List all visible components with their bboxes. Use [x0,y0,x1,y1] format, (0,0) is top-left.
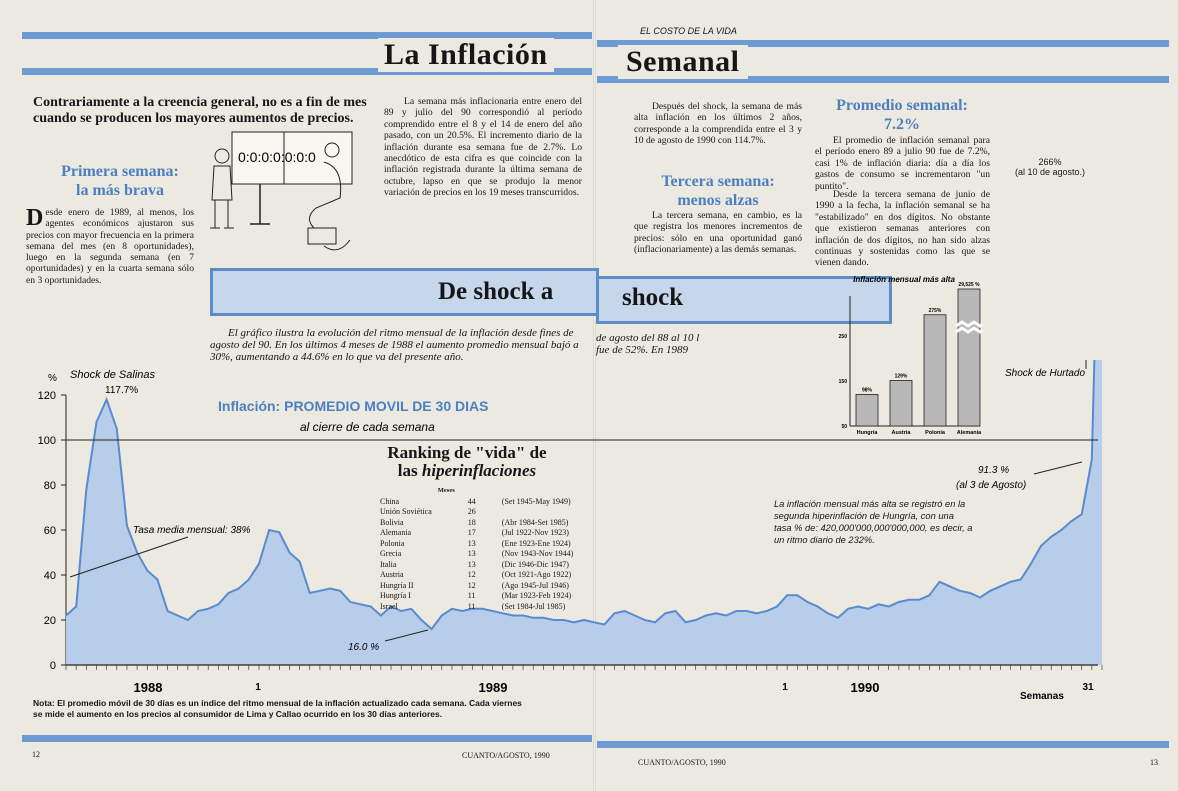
x-tick-label: 1988 [133,680,163,695]
data-point [715,612,717,614]
ranking-cell: Israel [380,601,398,611]
data-point [553,619,555,621]
data-point [603,624,605,626]
footer-rule-right [597,741,1169,748]
ranking-cell: 12 [467,580,476,590]
ranking-cell: Grecia [380,549,402,558]
data-point [512,615,514,617]
tasa-media-label: Tasa media mensual: 38% [133,525,251,536]
ranking-cell: (Ene 1923-Ene 1924) [501,538,571,548]
inset-value-label: 98% [861,387,873,394]
ranking-cell: (Oct 1921-Ago 1922) [501,570,572,579]
data-point [217,603,219,605]
data-point [441,615,443,617]
data-point [786,594,788,596]
inset-y-tick-label: 50 [841,424,847,430]
issue-left: CUANTO/AGOSTO, 1990 [462,751,550,760]
data-point [1030,563,1032,565]
data-point [197,610,199,612]
shock-banner-title-left: De shock a [438,278,554,305]
x-tick-label: 1 [255,682,261,693]
data-point [1081,513,1083,515]
data-point [238,588,240,590]
data-point [177,615,179,617]
shock-banner-title-right: shock [622,284,684,311]
x-tick-label: 1 [782,682,788,693]
inflation-chart [0,360,1178,705]
ranking-cell: 11 [467,591,476,600]
y-tick-label: 40 [43,570,56,582]
inset-title: Inflación mensual más alta [853,275,955,284]
data-point [146,570,148,572]
data-point [807,601,809,603]
data-point [532,617,534,619]
data-point [421,619,423,621]
data-point [1000,585,1002,587]
shock-salinas-label: Shock de Salinas [70,369,155,381]
data-point [207,608,209,610]
ranking-row [380,571,577,580]
data-point [1091,459,1093,461]
data-point [837,617,839,619]
ranking-cell: 12 [467,570,476,579]
data-point [1010,581,1012,583]
data-point [349,601,351,603]
data-point [766,610,768,612]
ranking-cell: China [380,496,400,506]
chart-note: Nota: El promedio móvil de 30 días es un índice del ritmo mensual de la inflación actualizado cada semana. Cada viernes se mide el aumento en los precios al consumidor de Lima y Callao ocurrido en los 30 días anteriores. [33,698,522,719]
inset-value-label: 129% [894,373,908,380]
last-date-text: (al 10 de agosto.) [1015,167,1086,177]
data-point [299,561,301,563]
data-point [847,608,849,610]
inset-category-label: Austria [891,430,911,436]
counter-illustration [204,128,364,268]
shock-hurtado-label: Shock de Hurtado [1005,368,1086,379]
avg-heading: Promedio semanal: 7.2% [836,97,968,133]
ranking-header-row [380,487,577,496]
inset-bar [958,289,980,426]
ranking-cell: (Set 1945-May 1949) [501,496,571,506]
ranking-title [382,444,552,480]
ranking-cell: (Mar 1923-Feb 1924) [501,591,572,600]
data-point [431,628,433,630]
inset-value-label: 275% [928,307,942,314]
aug3-date-label: (al 3 de Agosto) [956,480,1027,491]
data-point [360,603,362,605]
ranking-cell: 13 [467,559,476,569]
ranking-row [380,519,577,528]
inset-bar-chart [832,272,992,442]
data-point [634,615,636,617]
data-point [746,610,748,612]
ranking-row [380,592,577,601]
chart-caption-left: El gráfico ilustra la evolución del ritmo mensual de la inflación desde fines de agosto del 90. En los últimos 4 meses de 1988 el aumento promedio mensual bajó a 30%, aumentando a 44.6% en lo que va del presente año. [210,327,579,363]
ranking-cell: (Ago 1945-Jul 1946) [501,580,569,590]
data-point [583,619,585,621]
data-point [644,619,646,621]
col2-text: La semana más inflacionaria entre enero del 89 y julio del 90 correspondió al período comprendido entre el 8 y el 14 de enero del año pasado, con un 20.5%. El incremento diario de la inflación durante esa semana fue de 2.7%. Lo anecdótico de esta cifra es que coincide con la inflación registrada durante la última semana de octubre, lapso en que se produjo la menor variación de precios en los 19 meses transcurridos. [384,96,582,199]
data-point [1040,545,1042,547]
aug3-arrow [1034,462,1082,474]
ranking-header-cell: Meses [437,487,455,494]
data-point [167,610,169,612]
ranking-cell: Hungría II [380,580,414,590]
data-point [248,579,250,581]
issue-right: CUANTO/AGOSTO, 1990 [638,758,726,767]
page-number-right: 13 [1150,758,1158,767]
data-point [949,585,951,587]
first-week-body: esde enero de 1989, al menos, los agentes económicos ajustaron sus precios con mayor frecuencia en la primera semana del mes (en 8 oportunidades), luego en la segunda semana (en 7 oportunidades) y en la cuarta semana sólo en 3 oportunidades. [26,207,194,286]
counter-digits: 0:0:0:0:0:0:0 [238,149,316,165]
ranking-cell: 13 [467,538,476,548]
min-label: 16.0 % [348,642,380,653]
data-point [796,594,798,596]
data-point [380,615,382,617]
data-point [85,489,87,491]
chart-caption-right: de agosto del 88 al 10 l fue de 52%. En 1989 [596,332,700,356]
third-week-heading: Tercera semana: menos alzas [661,173,775,209]
data-point [705,615,707,617]
inset-bar [890,380,912,426]
data-point [1060,529,1062,531]
y-axis [38,390,66,672]
ranking-cell: (Abr 1984-Set 1985) [501,517,569,527]
data-point [522,615,524,617]
ranking-cell: 13 [467,549,476,558]
ranking-cell [482,508,578,517]
inset-value-label: 29,525 % [958,282,980,288]
ranking-row [380,508,577,517]
section-label: EL COSTO DE LA VIDA [640,26,737,36]
footer-rule-left [22,735,592,742]
data-point [989,590,991,592]
x-tick-label: 1990 [850,680,880,695]
data-point [1050,536,1052,538]
data-point [309,592,311,594]
ranking-title-line2 [382,462,552,480]
chart-subtitle: al cierre de cada semana [300,420,435,434]
last-value-text: 266% [1038,157,1062,167]
data-point [756,612,758,614]
avg-text-1: El promedio de inflación semanal para el período enero 89 a julio 90 fue de 7.2%, casi 1% de inflación diaria: día a día los gastos de consumo se incrementaron "un puntito". [815,135,990,192]
data-point [725,615,727,617]
ranking-cell: (Dic 1946-Dic 1947) [501,559,569,569]
data-point [258,563,260,565]
y-unit-label: % [48,373,57,384]
data-point [675,610,677,612]
data-point [319,590,321,592]
ranking-row [380,561,577,570]
inset-bars [839,282,983,436]
y-tick-label: 120 [37,390,56,402]
ranking-cell: Hungría I [380,591,411,600]
data-point [918,599,920,601]
data-point [878,603,880,605]
data-point [278,531,280,533]
y-tick-label: 80 [43,480,56,492]
inset-y-tick-label: 150 [838,379,847,385]
ranking-title-line1: Ranking de "vida" de [387,443,547,462]
data-point [1020,579,1022,581]
data-point [106,399,108,401]
ranking-cell: 11 [467,601,476,611]
hungary-note: La inflación mensual más alta se registró en la segunda hiperinflación de Hungría, con una tasa % de: 420,000'000,000'000,000, es decir, a un ritmo diario de 232%. [774,499,973,545]
ranking-cell: (Set 1984-Jul 1985) [501,601,566,611]
page-title-right: Semanal [618,45,748,79]
data-point [979,597,981,599]
data-point [959,590,961,592]
data-point [563,619,565,621]
data-point [65,615,67,617]
ranking-title-las: las [397,461,422,480]
aug3-value-label: 91.3 % [978,465,1010,476]
peak-label: 117.7% [105,385,139,396]
ranking-row [380,550,577,559]
data-point [136,552,138,554]
data-point [126,525,128,527]
x-ticks [66,665,1102,695]
ranking-title-hiper: hiperinflaciones [421,461,537,480]
data-point [695,619,697,621]
ranking-cell: Unión Soviética [380,507,432,516]
data-point [1071,520,1073,522]
data-point [96,421,98,423]
ranking-header-cell [380,487,436,496]
data-point [939,581,941,583]
y-tick-label: 0 [49,660,56,672]
data-point [735,610,737,612]
data-point [614,612,616,614]
data-point [542,617,544,619]
data-point [75,606,77,608]
y-tick-label: 20 [43,615,56,627]
ranking-cell: (Jul 1922-Nov 1923) [501,528,569,537]
data-point [228,592,230,594]
avg-text-2: Desde la tercera semana de junio de 1990 a la fecha, la inflación semanal se ha "estabilizado" en dos dígitos. No obstante que existieron semanas anteriores con inflación de dos dígitos, no han sido alzas continuas y sostenidas como las que se vienen dando. [815,189,990,269]
data-point [329,588,331,590]
data-point [888,606,890,608]
data-point [289,552,291,554]
ranking-row [380,540,577,549]
ranking-cell: 18 [467,517,476,527]
data-point [187,619,189,621]
data-point [908,599,910,601]
ranking-cell: Bolivia [380,517,404,527]
data-point [664,612,666,614]
drop-cap: D [26,205,44,231]
inset-y-tick-label: 250 [838,334,847,340]
ranking-cell: Italia [380,559,397,569]
data-point [685,621,687,623]
x-tick-label: 1989 [478,680,508,695]
data-point [573,621,575,623]
ranking-cell: Austria [380,570,404,579]
third-week-text: La tercera semana, en cambio, es la que registra los menores incrementos de precios: sólo en una oportunidad ganó (inflacionariamente) a las demás semanas. [634,210,802,256]
data-point [817,606,819,608]
x-tick-label: 31 [1082,682,1094,693]
page-number-left: 12 [32,750,40,759]
y-tick-label: 60 [43,525,56,537]
ranking-cell: 44 [467,496,476,506]
col3-text: Después del shock, la semana de más alta inflación en los últimos 2 años, corresponde a la comprendida entre el 3 y 10 de agosto de 1990 con 114.7%. [634,101,802,147]
data-point [827,612,829,614]
ranking-table [378,485,579,613]
data-point [370,606,372,608]
page-title-left: La Inflación [378,38,554,72]
y-tick-label: 100 [37,435,56,447]
first-week-heading: Primera semana: la más brava [61,163,179,199]
ranking-row [380,529,577,538]
inset-category-label: Alemania [956,430,982,436]
data-point [898,601,900,603]
ranking-cell: 26 [467,507,476,516]
inset-bar [924,315,946,426]
data-point [339,590,341,592]
inset-category-label: Hungría [856,430,878,436]
inset-category-label: Polonia [925,430,945,436]
first-week-text [26,207,194,286]
ranking-row [380,603,577,612]
last-value-block [1015,157,1085,177]
data-point [928,594,930,596]
ranking-cell: (Nov 1943-Nov 1944) [501,549,574,558]
ranking-cell: Alemania [380,528,412,537]
intro-lead: Contrariamente a la creencia general, no es a fin de mes cuando se producen los mayores aumentos de precios. [33,95,367,126]
data-point [857,606,859,608]
data-point [969,592,971,594]
data-point [157,579,159,581]
data-point [593,621,595,623]
data-point [268,529,270,531]
data-point [867,608,869,610]
ranking-cell: 17 [467,528,476,537]
data-point [654,621,656,623]
ranking-header-cell [482,487,578,496]
inset-bar [856,394,878,426]
data-point [776,606,778,608]
chart-title: Inflación: PROMEDIO MOVIL DE 30 DIAS [218,398,489,414]
ranking-row [380,582,577,591]
data-point [116,428,118,430]
x-axis-label: Semanas [1020,691,1064,702]
data-point [624,610,626,612]
ranking-cell: Polonia [380,538,405,548]
ranking-row [380,498,577,507]
